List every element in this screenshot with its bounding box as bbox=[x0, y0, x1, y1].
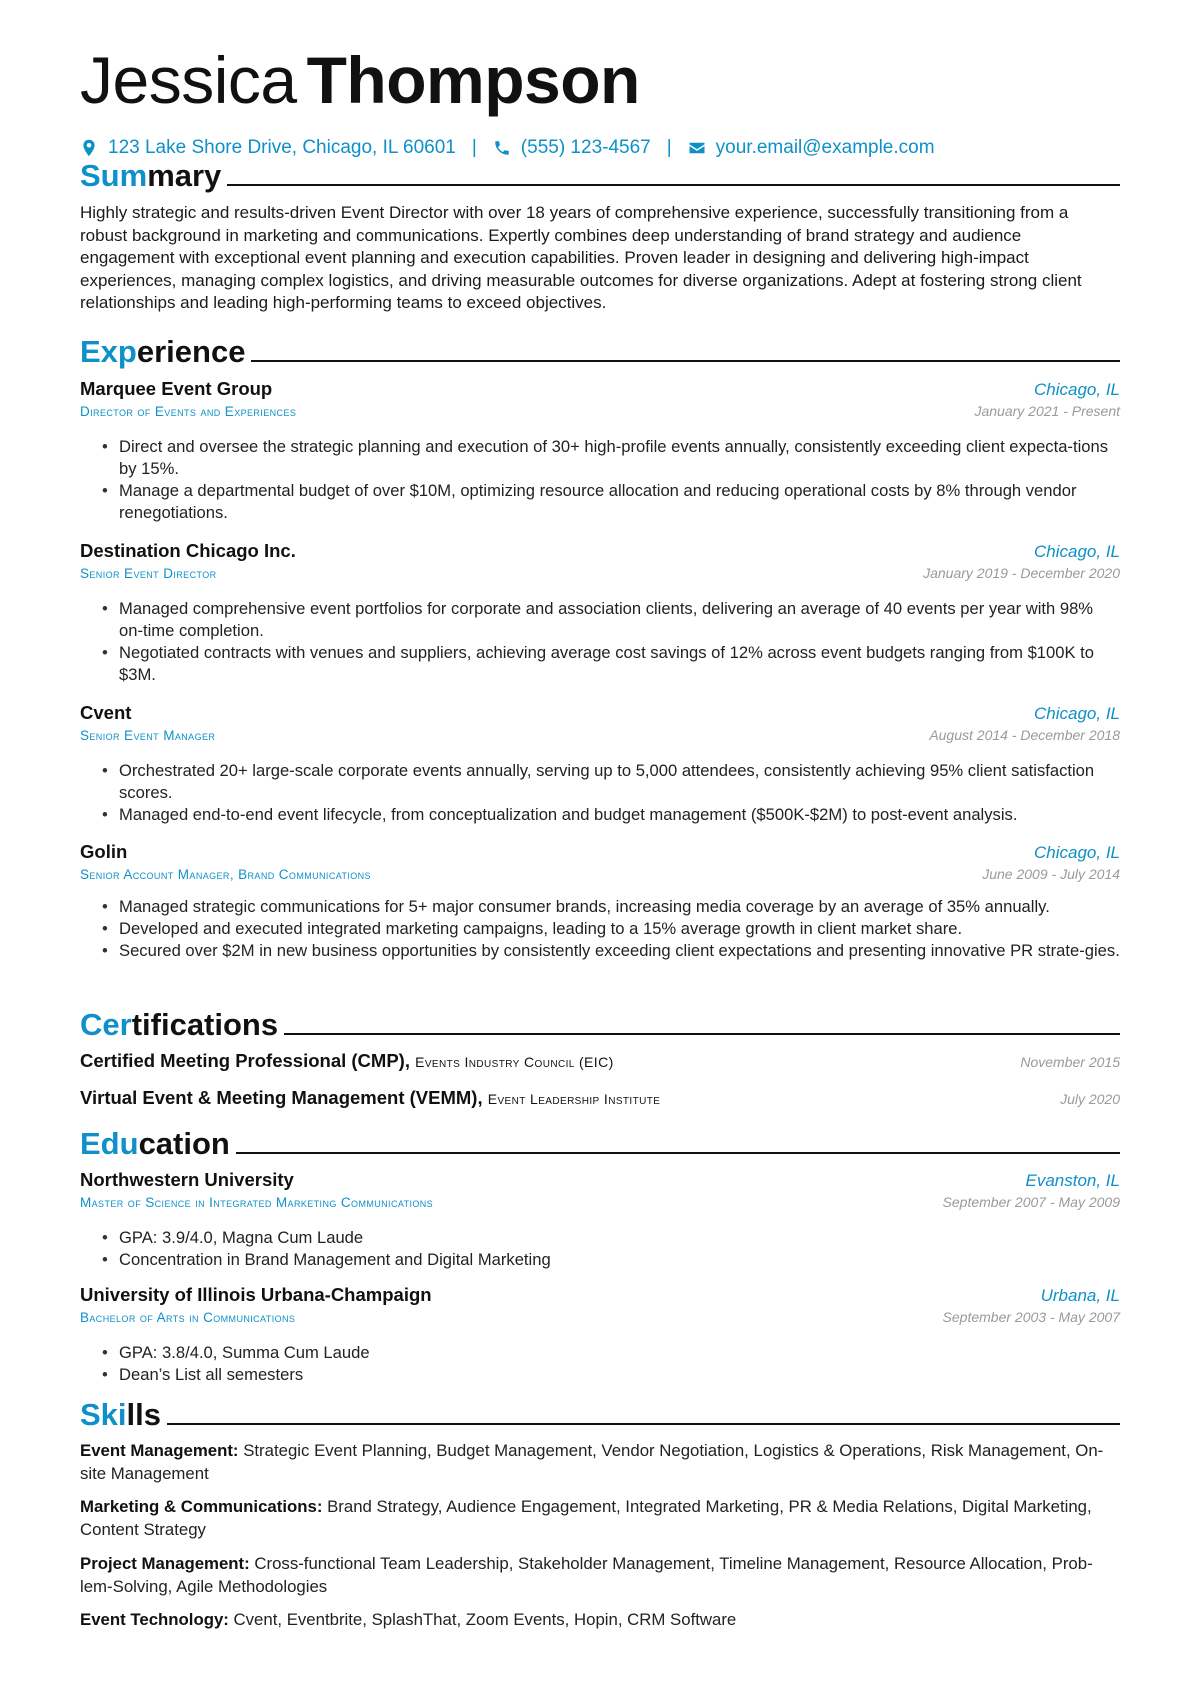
bullet-list bbox=[80, 760, 1120, 826]
email-link[interactable]: your.email@example.com bbox=[715, 137, 935, 158]
education-dates: September 2003 - May 2007 bbox=[942, 1309, 1120, 1325]
education-dates: September 2007 - May 2009 bbox=[942, 1194, 1120, 1210]
job-location: Chicago, IL bbox=[1034, 380, 1120, 399]
bullet-list bbox=[80, 1227, 1120, 1271]
degree: Master of Science in Integrated Marketing Communications bbox=[80, 1195, 434, 1210]
location-pin-icon bbox=[80, 139, 98, 157]
skill-list: Strategic Event Planning, Budget Management, Vendor Negotiation, Logistics & Operations, Risk Management, On-site Management bbox=[80, 1441, 1104, 1483]
skill-row bbox=[80, 1553, 1120, 1598]
certification-item: Virtual Event & Meeting Management (VEMM), Event Leadership Institute July 2020 bbox=[80, 1087, 1120, 1108]
skill-row bbox=[80, 1496, 1120, 1541]
section-title bbox=[80, 1126, 230, 1162]
experience-section bbox=[80, 332, 1120, 370]
section-rule bbox=[227, 184, 1120, 186]
job-dates: August 2014 - December 2018 bbox=[929, 727, 1120, 743]
title-rest: cation bbox=[138, 1126, 230, 1161]
title-accent: Cer bbox=[80, 1007, 132, 1042]
list-item: • Developed and executed integrated marketing campaigns, leading to a 15% average growth in client market share. bbox=[80, 918, 1120, 940]
last-name: Thompson bbox=[306, 43, 640, 117]
school-name: University of Illinois Urbana-Champaign bbox=[80, 1284, 432, 1305]
cert-issuer: Event Leadership Institute bbox=[487, 1091, 661, 1107]
bullet-list bbox=[80, 1342, 1120, 1386]
list-item: • Managed end-to-end event lifecycle, from conceptualization and budget management ($500K-$2M) to post-event analysis. bbox=[80, 804, 1120, 826]
address-text: 123 Lake Shore Drive, Chicago, IL 60601 bbox=[108, 137, 456, 158]
bullet-list bbox=[80, 436, 1120, 524]
skill-category: Event Management: bbox=[80, 1441, 239, 1460]
degree: Bachelor of Arts in Communications bbox=[80, 1310, 296, 1325]
experience-entry bbox=[80, 841, 1120, 962]
job-dates: January 2019 - December 2020 bbox=[923, 565, 1120, 581]
title-accent: Edu bbox=[80, 1126, 139, 1161]
skill-list: Brand Strategy, Audience Engagement, Integrated Marketing, PR & Media Relations, Digital Marketing, Content Strategy bbox=[80, 1497, 1092, 1539]
list-item: • Direct and oversee the strategic planning and execution of 30+ high-profile events annually, consistently exceeding client expecta-tions by 15%. bbox=[80, 436, 1120, 480]
employer-name: Cvent bbox=[80, 702, 132, 723]
certifications-section bbox=[80, 1005, 1120, 1043]
section-title bbox=[80, 158, 221, 194]
cert-date: July 2020 bbox=[1060, 1091, 1120, 1107]
skill-row bbox=[80, 1440, 1120, 1485]
title-accent: Exp bbox=[80, 334, 137, 369]
contact-separator: | bbox=[666, 137, 672, 158]
cert-name: Virtual Event & Meeting Management (VEMM) bbox=[80, 1087, 478, 1108]
first-name: Jessica bbox=[80, 43, 297, 117]
title-rest: erience bbox=[136, 334, 246, 369]
candidate-name bbox=[80, 40, 640, 120]
school-location: Urbana, IL bbox=[1040, 1286, 1120, 1305]
employer-name: Marquee Event Group bbox=[80, 378, 273, 399]
school-name: Northwestern University bbox=[80, 1169, 294, 1190]
list-item: • Dean’s List all semesters bbox=[80, 1364, 1120, 1386]
title-rest: lls bbox=[126, 1397, 161, 1432]
job-location: Chicago, IL bbox=[1034, 843, 1120, 862]
title-rest: tifications bbox=[131, 1007, 279, 1042]
skill-category: Event Technology: bbox=[80, 1610, 229, 1629]
job-location: Chicago, IL bbox=[1034, 704, 1120, 723]
title-rest: mary bbox=[147, 158, 222, 193]
summary-section bbox=[80, 156, 1120, 315]
education-entry bbox=[80, 1284, 1120, 1386]
certification-item: Certified Meeting Professional (CMP), Events Industry Council (EIC) November 2015 bbox=[80, 1050, 1120, 1071]
section-title bbox=[80, 1007, 278, 1043]
education-entry bbox=[80, 1169, 1120, 1271]
list-item: • GPA: 3.8/4.0, Summa Cum Laude bbox=[80, 1342, 1120, 1364]
phone-text: (555) 123-4567 bbox=[520, 137, 651, 158]
phone-icon bbox=[493, 139, 511, 157]
section-rule bbox=[167, 1423, 1120, 1425]
skill-list: Cvent, Eventbrite, SplashThat, Zoom Events, Hopin, CRM Software bbox=[233, 1610, 737, 1629]
school-location: Evanston, IL bbox=[1025, 1171, 1120, 1190]
experience-entry bbox=[80, 702, 1120, 826]
list-item: • Secured over $2M in new business opportunities by consistently exceeding client expectations and presenting innovative PR strate-gies. bbox=[80, 940, 1120, 962]
job-dates: January 2021 - Present bbox=[974, 403, 1120, 419]
cert-name: Certified Meeting Professional (CMP) bbox=[80, 1050, 405, 1071]
skills-section bbox=[80, 1395, 1120, 1433]
bullet-list bbox=[80, 896, 1120, 962]
section-rule bbox=[251, 360, 1120, 362]
job-title: Senior Event Manager bbox=[80, 728, 216, 743]
summary-text: Highly strategic and results-driven Event Director with over 18 years of comprehensive experience, successfully transitioning from a robust background in marketing and communications. Expertly combines deep understanding of brand strategy and audience engagement with exceptional event planning and execution capabilities. Proven leader in designing and delivering high-impact experiences, managing complex logistics, and driving measurable outcomes for diverse organizations. Adept at fostering strong client relationships and leading high-performing teams to exceed objectives. bbox=[80, 203, 1082, 313]
list-item: • Managed strategic communications for 5+ major consumer brands, increasing media coverage by an average of 35% annually. bbox=[80, 896, 1120, 918]
contact-separator: | bbox=[471, 137, 477, 158]
section-rule bbox=[284, 1033, 1120, 1035]
section-title bbox=[80, 1397, 161, 1433]
job-title: Senior Event Director bbox=[80, 566, 217, 581]
section-title bbox=[80, 334, 245, 370]
skill-row bbox=[80, 1609, 1120, 1632]
envelope-icon bbox=[688, 139, 706, 157]
list-item: • Negotiated contracts with venues and suppliers, achieving average cost savings of 12% across event budgets ranging from $100K to $3M. bbox=[80, 642, 1120, 686]
section-rule bbox=[236, 1152, 1120, 1154]
experience-entry bbox=[80, 540, 1120, 686]
skill-category: Marketing & Communications: bbox=[80, 1497, 323, 1516]
employer-name: Golin bbox=[80, 841, 128, 862]
employer-name: Destination Chicago Inc. bbox=[80, 540, 296, 561]
title-accent: Sum bbox=[80, 158, 148, 193]
job-title: Director of Events and Experiences bbox=[80, 404, 297, 419]
list-item: • Orchestrated 20+ large-scale corporate events annually, serving up to 5,000 attendees, consistently achieving 95% client satisfaction scores. bbox=[80, 760, 1120, 804]
job-dates: June 2009 - July 2014 bbox=[982, 866, 1120, 882]
bullet-list bbox=[80, 598, 1120, 686]
cert-issuer: Events Industry Council (EIC) bbox=[415, 1054, 614, 1070]
skill-category: Project Management: bbox=[80, 1554, 250, 1573]
education-section bbox=[80, 1124, 1120, 1162]
list-item: • GPA: 3.9/4.0, Magna Cum Laude bbox=[80, 1227, 1120, 1249]
experience-entry bbox=[80, 378, 1120, 524]
cert-date: November 2015 bbox=[1020, 1054, 1120, 1070]
list-item: • Managed comprehensive event portfolios for corporate and association clients, delivering an average of 40 events per year with 98% on-time completion. bbox=[80, 598, 1120, 642]
job-location: Chicago, IL bbox=[1034, 542, 1120, 561]
list-item: • Manage a departmental budget of over $10M, optimizing resource allocation and reducing operational costs by 8% through vendor renegotiations. bbox=[80, 480, 1120, 524]
job-title: Senior Account Manager, Brand Communications bbox=[80, 867, 371, 882]
title-accent: Ski bbox=[80, 1397, 127, 1432]
list-item: • Concentration in Brand Management and Digital Marketing bbox=[80, 1249, 1120, 1271]
skill-list: Cross-functional Team Leadership, Stakeholder Management, Timeline Management, Resource Allocation, Prob-lem-Solving, Agile Methodologies bbox=[80, 1554, 1093, 1596]
